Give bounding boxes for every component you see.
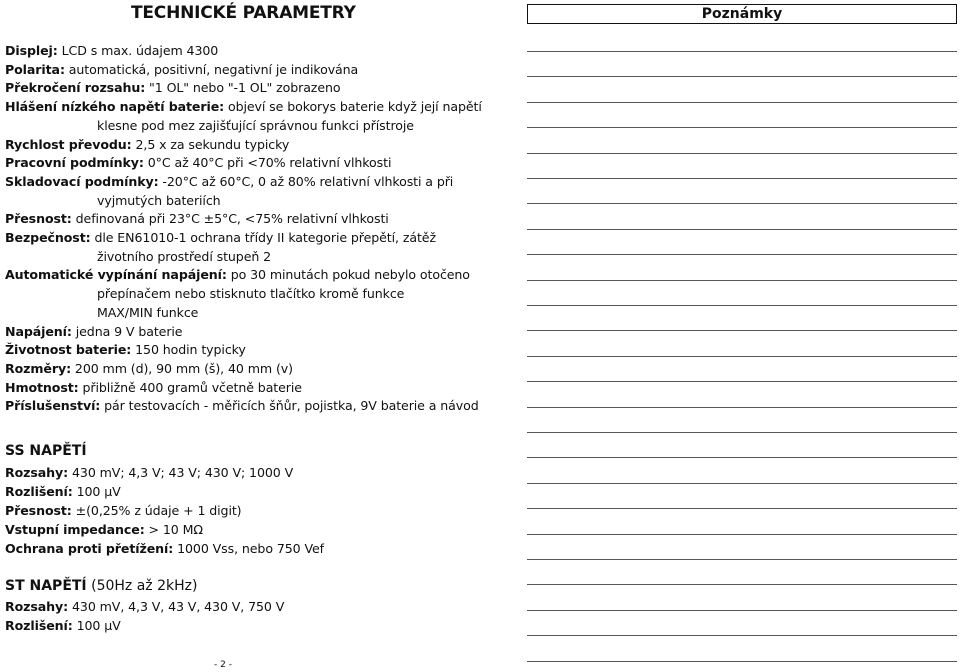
spec-line (5, 79, 340, 97)
spec-value-continuation: klesne pod mez zajišťující správnou funkci přístroje (97, 117, 414, 133)
note-line (527, 229, 957, 230)
spec-line (5, 502, 242, 520)
spec-value: 0°C až 40°C při <70% relativní vlhkosti (143, 155, 392, 171)
spec-label: Životnost baterie: (5, 342, 132, 358)
note-line (527, 584, 957, 585)
spec-line (5, 154, 391, 172)
note-line (527, 127, 957, 128)
spec-label: Rozlišení: (5, 618, 73, 633)
note-line (527, 457, 957, 458)
note-line (527, 254, 957, 255)
note-line (527, 381, 957, 382)
spec-value: 430 mV, 4,3 V, 43 V, 430 V, 750 V (68, 599, 285, 614)
ac-voltage-heading (5, 578, 197, 594)
spec-label: Přesnost: (5, 503, 72, 518)
note-line (527, 559, 957, 560)
spec-line (5, 464, 293, 482)
notes-heading: Poznámky (527, 4, 957, 24)
spec-line (5, 379, 302, 397)
spec-label: Pracovní podmínky: (5, 155, 144, 171)
spec-value: pár testovacích - měřicích šňůr, pojistka, 9V baterie a návod (100, 398, 479, 414)
note-line (527, 76, 957, 77)
spec-line (5, 397, 479, 415)
note-line (527, 483, 957, 484)
spec-value: definovaná při 23°C ±5°C, <75% relativní vlhkosti (71, 211, 389, 227)
spec-label: Ochrana proti přetížení: (5, 541, 174, 556)
spec-label: Rychlost převodu: (5, 136, 132, 152)
spec-line (5, 173, 453, 191)
spec-label: Přesnost: (5, 211, 72, 227)
spec-line (5, 229, 436, 247)
note-line (527, 610, 957, 611)
spec-label: Vstupní impedance: (5, 522, 145, 537)
note-line (527, 280, 957, 281)
note-line (527, 356, 957, 357)
spec-line (5, 98, 482, 116)
spec-line (5, 210, 389, 228)
spec-value: jedna 9 V baterie (71, 323, 183, 339)
page-number: - 2 - (214, 660, 232, 670)
spec-line (5, 42, 218, 60)
page-title: TECHNICKÉ PARAMETRY (131, 3, 356, 23)
spec-label: Rozlišení: (5, 484, 73, 499)
note-line (527, 407, 957, 408)
note-line (527, 305, 957, 306)
spec-value: 150 hodin typicky (131, 342, 246, 358)
spec-value-continuation: vyjmutých bateriích (97, 192, 221, 208)
ac-voltage-heading-text: ST NAPĚTÍ (5, 578, 87, 594)
spec-value: automatická, positivní, negativní je indikována (64, 61, 359, 77)
spec-line (5, 266, 470, 284)
note-line (527, 153, 957, 154)
spec-line (5, 617, 121, 635)
spec-line (5, 540, 324, 558)
note-line (527, 178, 957, 179)
note-line (527, 330, 957, 331)
spec-line (5, 341, 246, 359)
spec-line (5, 521, 203, 539)
spec-label: Rozměry: (5, 360, 71, 376)
spec-value: 2,5 x za sekundu typicky (131, 136, 290, 152)
spec-value: -20°C až 60°C, 0 až 80% relativní vlhkosti a při (158, 173, 454, 189)
spec-label: Automatické vypínání napájení: (5, 267, 227, 283)
spec-value: 100 µV (72, 618, 121, 633)
dc-voltage-heading (5, 443, 87, 459)
note-line (527, 534, 957, 535)
spec-label: Hlášení nízkého napětí baterie: (5, 99, 225, 115)
spec-line (5, 360, 293, 378)
spec-value-continuation: MAX/MIN funkce (97, 304, 199, 320)
spec-label: Rozsahy: (5, 465, 69, 480)
spec-label: Bezpečnost: (5, 230, 91, 245)
spec-label: Příslušenství: (5, 398, 101, 414)
spec-value: 430 mV; 4,3 V; 43 V; 430 V; 1000 V (68, 465, 294, 480)
note-line (527, 51, 957, 52)
spec-value: ±(0,25% z údaje + 1 digit) (71, 503, 242, 518)
note-line (527, 508, 957, 509)
note-line (527, 635, 957, 636)
spec-label: Skladovací podmínky: (5, 173, 159, 189)
note-line (527, 203, 957, 204)
spec-line (5, 483, 121, 501)
spec-value: 200 mm (d), 90 mm (š), 40 mm (v) (71, 360, 293, 376)
spec-label: Napájení: (5, 323, 72, 339)
spec-value: objeví se bokorys baterie když její napětí (224, 99, 482, 115)
spec-value: "1 OL" nebo "-1 OL" zobrazeno (145, 80, 341, 96)
spec-value: > 10 MΩ (144, 522, 203, 537)
spec-value: po 30 minutách pokud nebylo otočeno (226, 267, 470, 283)
spec-label: Hmotnost: (5, 379, 79, 395)
spec-value: LCD s max. údajem 4300 (57, 43, 219, 58)
spec-label: Polarita: (5, 61, 65, 77)
spec-label: Překročení rozsahu: (5, 80, 146, 96)
spec-value: 100 µV (72, 484, 121, 499)
spec-value: přibližně 400 gramů včetně baterie (78, 379, 302, 395)
spec-value-continuation: přepínačem nebo stisknuto tlačítko kromě funkce (97, 286, 405, 302)
note-line (527, 661, 957, 662)
spec-line (5, 136, 289, 154)
ac-voltage-frequency: (50Hz až 2kHz) (86, 578, 198, 594)
spec-line (5, 61, 358, 79)
spec-label: Rozsahy: (5, 599, 69, 614)
note-line (527, 102, 957, 103)
spec-label: Displej: (5, 43, 58, 58)
dc-voltage-heading-text: SS NAPĚTÍ (5, 443, 87, 459)
spec-line (5, 323, 182, 341)
note-line (527, 432, 957, 433)
spec-value: dle EN61010-1 ochrana třídy II kategorie přepětí, zátěž (90, 230, 436, 245)
spec-value-continuation: životního prostředí stupeň 2 (97, 248, 272, 264)
spec-line (5, 598, 284, 616)
spec-value: 1000 Vss, nebo 750 Vef (173, 541, 324, 556)
